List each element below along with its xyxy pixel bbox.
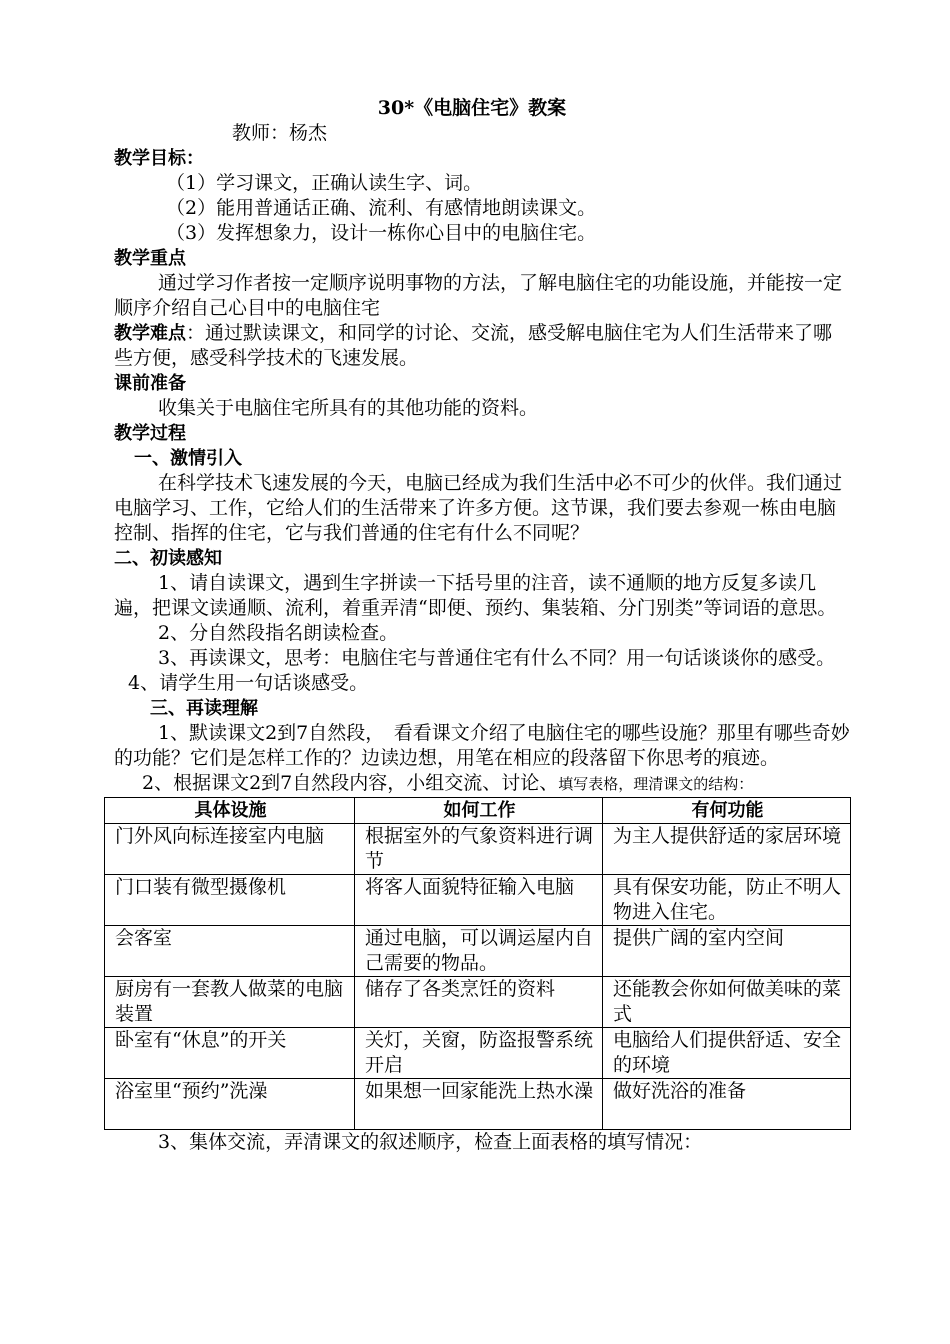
table-cell: 提供广阔的室内空间 (603, 926, 851, 977)
table-header-cell: 如何工作 (355, 798, 603, 824)
section3-item3: 3、集体交流，弄清课文的叙述顺序，检查上面表格的填写情况： (158, 1131, 703, 1153)
section3-heading: 三、再读理解 (150, 698, 258, 719)
table-cell: 厨房有一套教人做菜的电脑装置 (105, 977, 355, 1028)
table-cell: 如果想一回家能洗上热水澡 (355, 1079, 603, 1130)
key-points-heading: 教学重点 (114, 248, 186, 269)
section1-heading: 一、激情引入 (134, 448, 242, 469)
table-header-cell: 具体设施 (105, 798, 355, 824)
table-cell: 为主人提供舒适的家居环境 (603, 824, 851, 875)
facilities-table (104, 797, 851, 1130)
section3-item1: 1、默读课文2到7自然段， 看看课文介绍了电脑住宅的哪些设施？那里有哪些奇妙的功能？它们是怎样工作的？边读边想，用笔在相应的段落留下你思考的痕迹。 (114, 722, 850, 769)
table-cell: 浴室里“预约”洗澡 (105, 1079, 355, 1130)
key-points-text: 通过学习作者按一定顺序说明事物的方法，了解电脑住宅的功能设施，并能按一定顺序介绍自己心目中的电脑住宅 (114, 272, 843, 319)
teacher-name: 教师：杨杰 (232, 122, 328, 144)
section3-item2 (114, 771, 850, 797)
table-cell: 根据室外的气象资料进行调节 (355, 824, 603, 875)
table-cell: 做好洗浴的准备 (603, 1079, 851, 1130)
page-title: 30*《电脑住宅》教案 (377, 97, 567, 119)
table-cell: 门口装有微型摄像机 (105, 875, 355, 926)
section3-item2-small: 填写表格，理清课文的结构： (558, 775, 754, 793)
preparation-heading: 课前准备 (114, 373, 186, 394)
table-cell: 储存了各类烹饪的资料 (355, 977, 603, 1028)
table-cell: 门外风向标连接室内电脑 (105, 824, 355, 875)
table-cell: 卧室有“休息”的开关 (105, 1028, 355, 1079)
preparation-text: 收集关于电脑住宅所具有的其他功能的资料。 (158, 397, 539, 419)
goal-item: （3）发挥想象力，设计一栋你心目中的电脑住宅。 (166, 222, 597, 244)
section2-item: 3、再读课文，思考：电脑住宅与普通住宅有什么不同？用一句话谈谈你的感受。 (158, 647, 836, 669)
section1-text: 在科学技术飞速发展的今天，电脑已经成为我们生活中必不可少的伙伴。我们通过电脑学习、工作，它给人们的生活带来了许多方便。这节课，我们要去参观一栋由电脑控制、指挥的住宅，它与我们普通的住宅有什么不同呢？ (114, 472, 843, 544)
goal-item: （2）能用普通话正确、流利、有感情地朗读课文。 (166, 197, 597, 219)
table-cell: 会客室 (105, 926, 355, 977)
difficulty-heading: 教学难点 (114, 323, 186, 344)
table-row (105, 926, 851, 977)
table-cell: 关灯，关窗，防盗报警系统开启 (355, 1028, 603, 1079)
table-row (105, 1028, 851, 1079)
section2-item: 1、请自读课文，遇到生字拼读一下括号里的注音，读不通顺的地方反复多读几遍，把课文读通顺、流利，着重弄清“即便、预约、集装箱、分门别类”等词语的意思。 (114, 572, 837, 619)
table-header-row (105, 798, 851, 824)
difficulty-text: ：通过默读课文，和同学的讨论、交流，感受解电脑住宅为人们生活带来了哪些方便，感受科学技术的飞速发展。 (114, 322, 833, 369)
table-row (105, 824, 851, 875)
table-row (105, 875, 851, 926)
lesson-plan-page (114, 96, 850, 1155)
process-heading: 教学过程 (114, 423, 186, 444)
table-row (105, 977, 851, 1028)
table-cell: 通过电脑，可以调运屋内自己需要的物品。 (355, 926, 603, 977)
section3-item2-main: 2、根据课文2到7自然段内容，小组交流、讨论、 (142, 772, 559, 794)
table-row (105, 1079, 851, 1130)
table-cell: 将客人面貌特征输入电脑 (355, 875, 603, 926)
table-cell: 还能教会你如何做美味的菜式 (603, 977, 851, 1028)
goal-item: （1）学习课文，正确认读生字、词。 (166, 172, 483, 194)
section2-heading: 二、初读感知 (114, 548, 222, 569)
table-header-cell: 有何功能 (603, 798, 851, 824)
goals-heading: 教学目标： (114, 148, 204, 169)
difficulty-paragraph (114, 321, 850, 371)
section2-item4: 4、请学生用一句话谈感受。 (128, 672, 369, 694)
table-cell: 电脑给人们提供舒适、安全的环境 (603, 1028, 851, 1079)
table-cell: 具有保安功能，防止不明人物进入住宅。 (603, 875, 851, 926)
section2-item: 2、分自然段指名朗读检查。 (158, 622, 399, 644)
